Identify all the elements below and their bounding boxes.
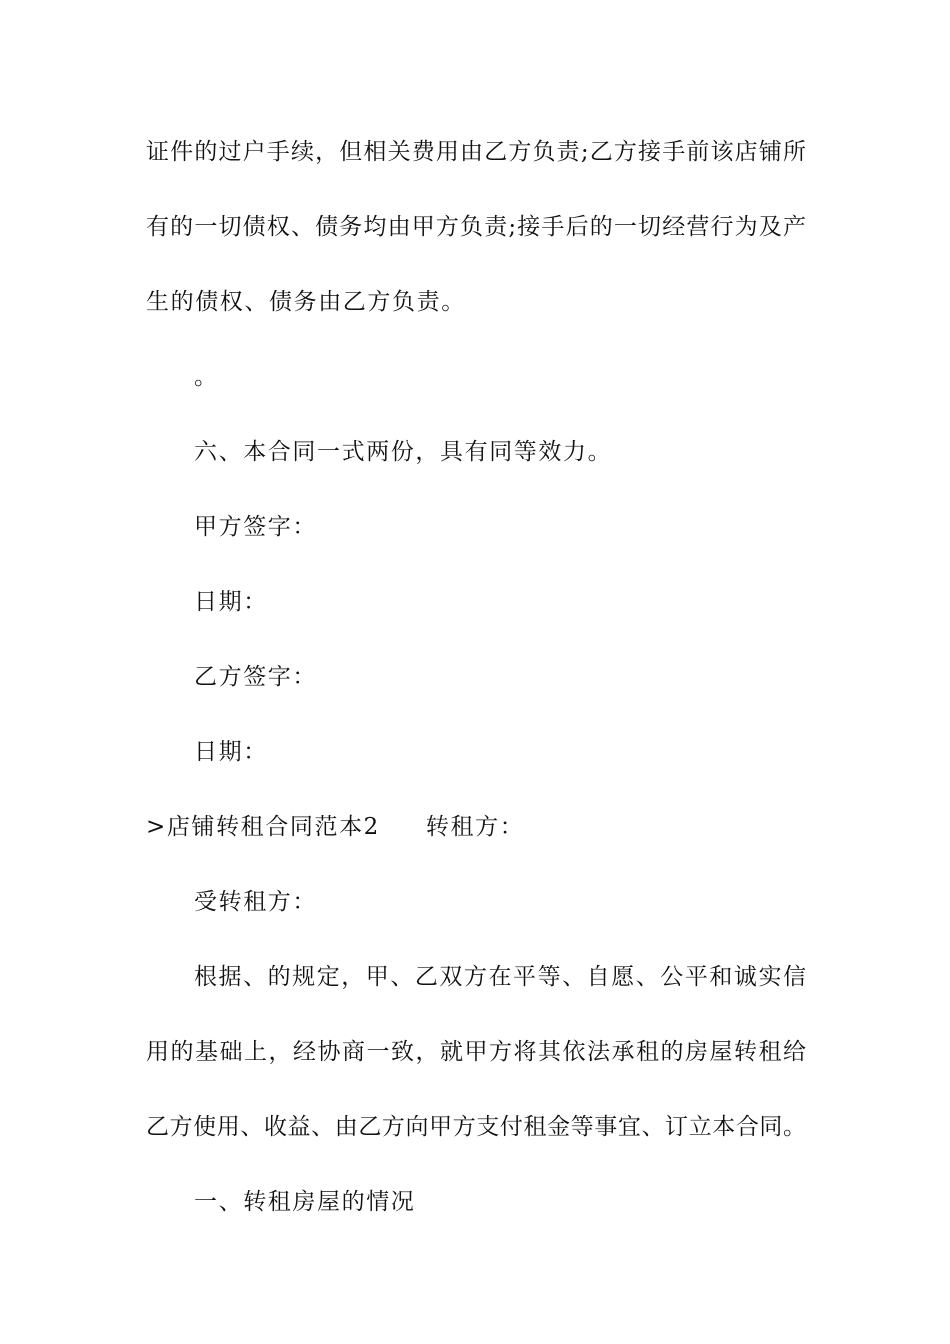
contract-title: >店铺转租合同范本2 [146, 814, 380, 840]
period-line: 。 [194, 364, 219, 390]
party-a-signature-label: 甲方签字： [194, 514, 317, 540]
paragraph-line: 用的基础上，经协商一致，就甲方将其依法承租的房屋转租给 [146, 1039, 806, 1065]
paragraph-line: 生的债权、债务由乙方负责。 [146, 289, 466, 315]
date-label: 日期： [194, 739, 268, 765]
clause-six: 六、本合同一式两份，具有同等效力。 [194, 439, 613, 465]
paragraph-line: 乙方使用、收益、由乙方向甲方支付租金等事宜、订立本合同。 [146, 1114, 806, 1140]
paragraph-line: 根据、的规定，甲、乙双方在平等、自愿、公平和诚实信 [194, 964, 806, 990]
paragraph-line: 证件的过户手续，但相关费用由乙方负责;乙方接手前该店铺所 [146, 139, 806, 165]
sublessee-label: 受转租方： [194, 889, 317, 915]
sublessor-label: 转租方： [425, 814, 525, 840]
paragraph-line: 有的一切债权、债务均由甲方负责;接手后的一切经营行为及产 [146, 214, 806, 240]
date-label: 日期： [194, 589, 268, 615]
contract-heading [146, 812, 806, 842]
section-heading: 一、转租房屋的情况 [194, 1189, 416, 1215]
party-b-signature-label: 乙方签字： [194, 664, 317, 690]
